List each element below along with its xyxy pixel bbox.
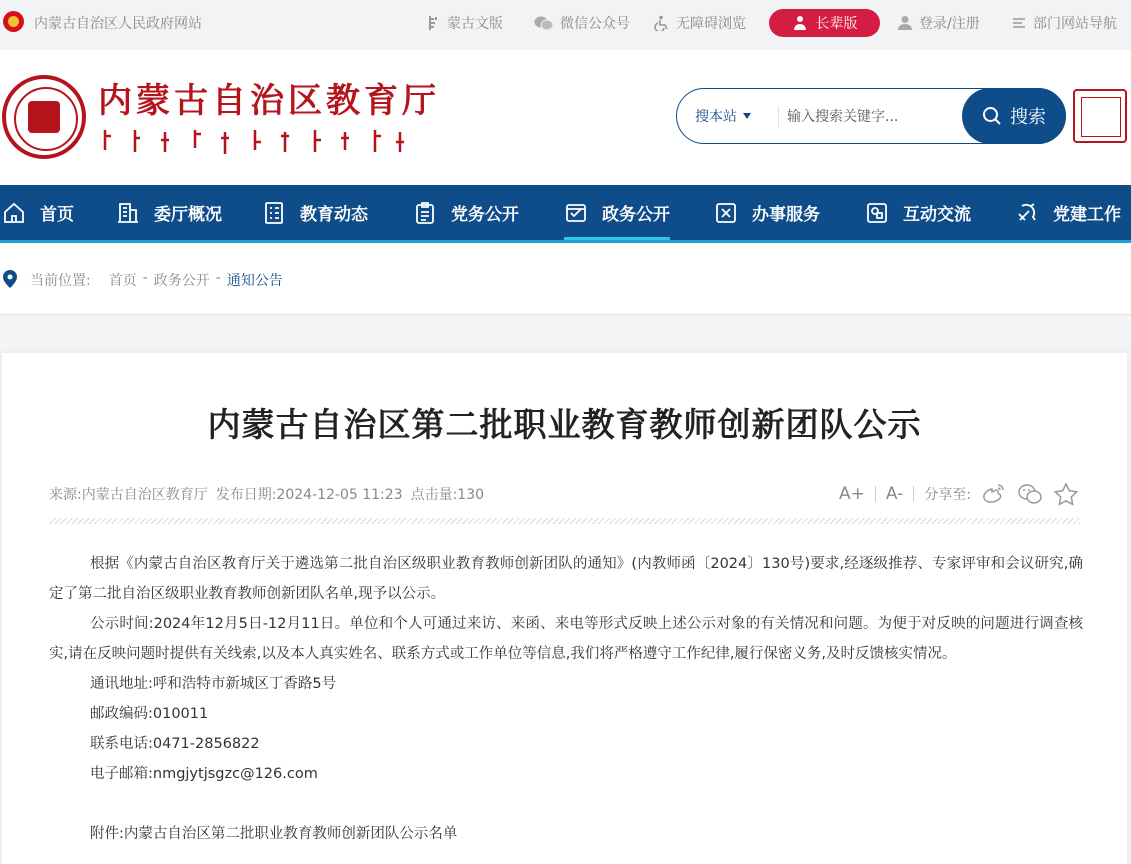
accessibility-label: 无障碍浏览	[676, 16, 746, 32]
article-paragraph: 根据《内蒙古自治区教育厅关于遴选第二批自治区级职业教育教师创新团队的通知》(内教师函〔2024〕130号)要求,经逐级推荐、专家评审和会议研究,确定了第二批自治区级职业教育教师创新团队名单,现予以公示。	[49, 556, 1083, 602]
building-icon	[116, 201, 140, 225]
breadcrumb-spacer	[97, 270, 103, 290]
nav-label: 办事服务	[752, 205, 820, 225]
gov-site-link[interactable]: 内蒙古自治区人民政府网站	[34, 16, 202, 32]
nav-item-services[interactable]	[714, 185, 820, 240]
site-logo-title[interactable]: 内蒙古自治区教育厅	[98, 81, 440, 121]
wechat-link[interactable]	[534, 13, 630, 33]
nav-label: 首页	[40, 205, 74, 225]
breadcrumb-separator: -	[215, 270, 221, 286]
article-panel	[2, 353, 1127, 864]
attachment-link[interactable]: 附件:内蒙古自治区第二批职业教育教师创新团队公示名单	[90, 826, 458, 842]
nav-item-gov-affairs[interactable]	[564, 185, 670, 240]
clipboard-icon	[413, 201, 437, 225]
search-button-label: 搜索	[1010, 107, 1046, 128]
contact-email: 电子邮箱:nmgjytjsgzc@126.com	[90, 766, 318, 782]
department-seal-logo[interactable]	[2, 75, 86, 159]
search-scope-label: 搜本站	[695, 109, 737, 125]
tool-divider	[875, 486, 876, 502]
caret-down-icon	[743, 113, 751, 119]
breadcrumb-section-link[interactable]: 政务公开	[153, 273, 210, 289]
nav-item-party-affairs[interactable]	[413, 185, 519, 240]
breadcrumb-home-link[interactable]: 首页	[108, 273, 137, 289]
breadcrumb	[0, 243, 1131, 315]
checklist-icon	[564, 201, 588, 225]
location-pin-icon	[3, 270, 17, 288]
font-larger-button[interactable]: A+	[839, 484, 865, 504]
login-label: 登录/注册	[919, 16, 980, 32]
nav-label: 互动交流	[903, 205, 971, 225]
list-icon	[262, 201, 286, 225]
nav-label: 教育动态	[300, 205, 368, 225]
search-input[interactable]	[787, 105, 957, 129]
article-hits: 点击量:130	[410, 487, 485, 503]
user-icon	[897, 15, 913, 31]
contact-address: 通讯地址:呼和浩特市新城区丁香路5号	[90, 676, 337, 692]
mongolian-version-link[interactable]	[425, 13, 503, 33]
nav-label: 党务公开	[451, 205, 519, 225]
article-title: 内蒙古自治区第二批职业教育教师创新团队公示	[207, 405, 922, 444]
nav-label: 委厅概况	[154, 205, 222, 225]
article-meta	[49, 484, 484, 504]
nav-item-edu-news[interactable]	[262, 185, 368, 240]
nav-label: 政务公开	[602, 205, 670, 225]
article-date: 发布日期:2024-12-05 11:23	[215, 487, 403, 503]
breadcrumb-prefix: 当前位置:	[30, 273, 91, 289]
tool-divider	[913, 486, 914, 502]
mongolian-script-logo	[100, 128, 410, 156]
nav-item-interaction[interactable]	[865, 185, 971, 240]
wechat-icon	[534, 15, 554, 31]
article-source: 来源:内蒙古自治区教育厅	[49, 487, 208, 503]
site-header	[0, 50, 1131, 185]
home-icon	[2, 201, 26, 225]
mongolian-version-logo[interactable]	[1073, 89, 1127, 143]
font-smaller-button[interactable]: A-	[885, 484, 904, 504]
dept-nav-link[interactable]	[1011, 13, 1117, 33]
nav-item-party-building[interactable]	[1015, 185, 1121, 240]
top-utility-bar	[0, 0, 1131, 50]
share-label: 分享至:	[924, 487, 971, 503]
mongolian-script-icon	[425, 15, 441, 31]
national-emblem-icon	[3, 11, 24, 32]
contact-phone: 联系电话:0471-2856822	[90, 736, 260, 752]
search-divider	[778, 106, 779, 128]
article-paragraph: 公示时间:2024年12月5日-12月11日。单位和个人可通过来访、来函、来电等形式反映上述公示对象的有关情况和问题。为便于对反映的问题进行调查核实,请在反映问题时提供有关线索,以及本人真实姓名、联系方式或工作单位等信息,我们将严格遵守工作纪律,履行保密义务,及时反馈核实情况。	[49, 616, 1083, 662]
menu-icon	[1011, 15, 1027, 31]
accessibility-icon	[654, 15, 670, 31]
nav-item-overview[interactable]	[116, 185, 222, 240]
wechat-share-icon[interactable]	[1017, 482, 1043, 506]
article-body	[49, 549, 1083, 849]
nav-item-home[interactable]	[2, 185, 74, 240]
service-icon	[714, 201, 738, 225]
nav-label: 党建工作	[1053, 205, 1121, 225]
accessibility-link[interactable]	[654, 13, 746, 33]
contact-postcode: 邮政编码:010011	[90, 706, 209, 722]
search-scope-select[interactable]	[695, 106, 751, 126]
party-emblem-icon	[1015, 201, 1039, 225]
search-icon	[982, 106, 1002, 126]
article-tools	[839, 482, 1079, 506]
wechat-label: 微信公众号	[560, 16, 630, 32]
main-navigation	[0, 185, 1131, 243]
elder-mode-button[interactable]	[769, 9, 880, 37]
elder-mode-label: 长辈版	[815, 16, 858, 32]
login-link[interactable]	[897, 13, 980, 33]
breadcrumb-current[interactable]: 通知公告	[226, 273, 283, 289]
search-button[interactable]	[962, 88, 1066, 144]
hatched-divider	[49, 518, 1080, 524]
dept-nav-label: 部门网站导航	[1033, 16, 1117, 32]
chat-icon	[865, 201, 889, 225]
search-bar	[676, 88, 1066, 144]
breadcrumb-separator: -	[142, 270, 148, 286]
mongolian-version-label: 蒙古文版	[447, 16, 503, 32]
elder-user-icon	[792, 15, 808, 31]
weibo-share-icon[interactable]	[981, 482, 1007, 506]
favorite-star-icon[interactable]	[1053, 482, 1079, 506]
